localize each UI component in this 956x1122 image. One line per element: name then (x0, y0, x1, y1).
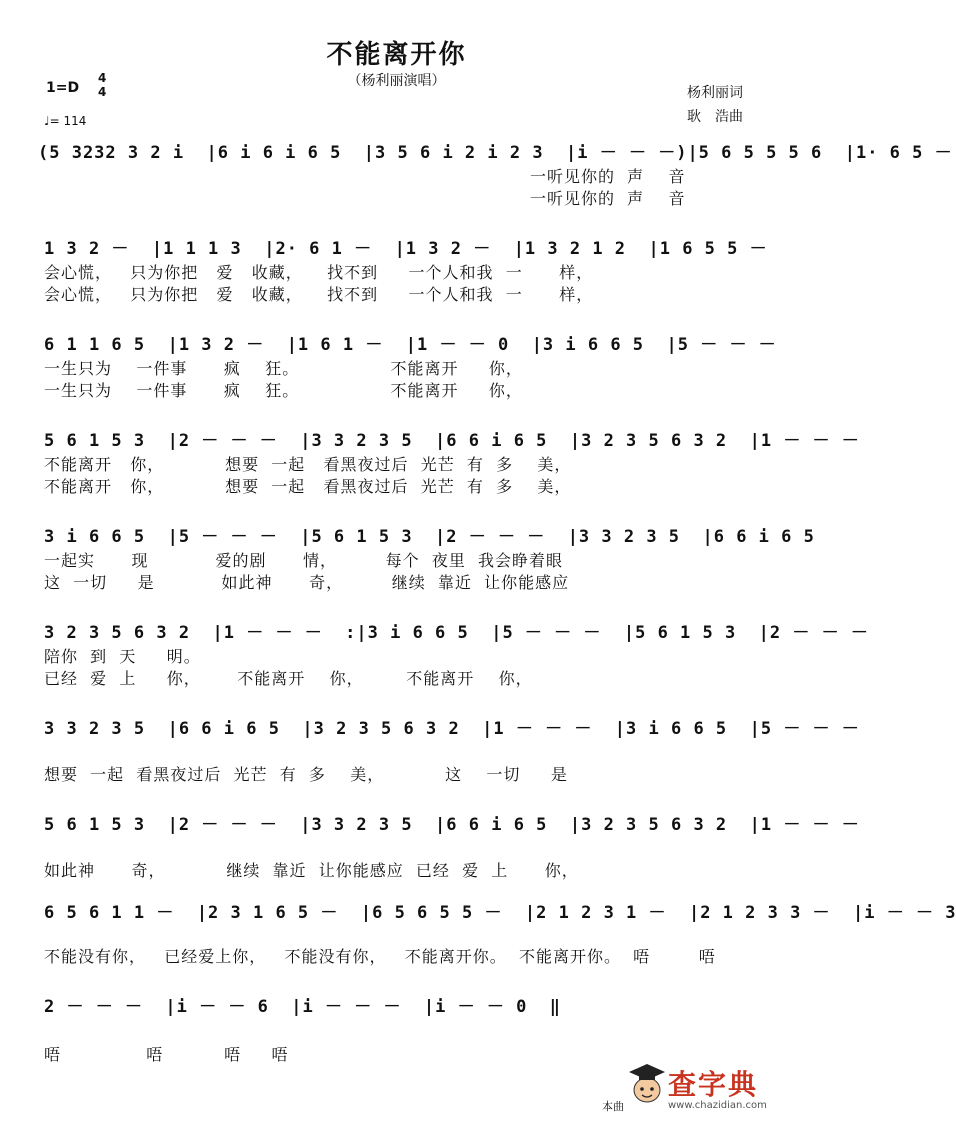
site-url: www.chazidian.com (668, 1100, 767, 1111)
lyric-line-1: 唔 唔 唔 唔 (44, 1045, 289, 1064)
lyric-line-1: 会心慌， 只为你把 爱 收藏， 找不到 一个人和我 一 样， (44, 263, 594, 282)
lyric-line-1: 想要 一起 看黑夜过后 光芒 有 多 美， 这 一切 是 (44, 765, 568, 784)
lyric-line-2: 一生只为 一件事 疯 狂。 不能离开 你， (44, 381, 523, 400)
singer-credit: （杨利丽演唱） (347, 73, 446, 89)
lyric-line-2: 会心慌， 只为你把 爱 收藏， 找不到 一个人和我 一 样， (44, 285, 594, 304)
notation-line: 3 2 3 5 6 3 2 |1 － － － :|3 i 6 6 5 |5 － － － |5 6 1 5 3 |2 － － － (44, 623, 869, 643)
lyric-line-1: 如此神 奇， 继续 靠近 让你能感应 已经 爱 上 你， (44, 861, 579, 880)
notation-line: 5 6 1 5 3 |2 － － － |3 3 2 3 5 |6 6 i 6 5 |3 2 3 5 6 3 2 |1 － － － (44, 815, 860, 835)
notation-line: 6 1 1 6 5 |1 3 2 － |1 6 1 － |1 － － 0 |3 i 6 6 5 |5 － － － (44, 335, 777, 355)
notation-line: 5 6 1 5 3 |2 － － － |3 3 2 3 5 |6 6 i 6 5 |3 2 3 5 6 3 2 |1 － － － (44, 431, 860, 451)
lyric-line-1: 一听见你的 声 音 (530, 167, 686, 186)
tempo-marking: ♩= 114 (44, 114, 87, 128)
lyric-line-2: 不能离开 你， 想要 一起 看黑夜过后 光芒 有 多 美， (44, 477, 572, 496)
lyric-line-1: 一起实 现 爱的剧 情， 每个 夜里 我会睁着眼 (44, 551, 564, 570)
footer-note: 本曲 (602, 1100, 624, 1113)
lyric-line-2: 这 一切 是 如此神 奇， 继续 靠近 让你能感应 (44, 573, 570, 592)
key-signature: 1=D (46, 80, 80, 96)
lyric-line-1: 一生只为 一件事 疯 狂。 不能离开 你， (44, 359, 523, 378)
notation-line: 2 － － － |i － － 6 |i － － － |i － － 0 ‖ (44, 997, 562, 1017)
meter-bottom: 4 (98, 85, 107, 99)
lyric-line-1: 不能离开 你， 想要 一起 看黑夜过后 光芒 有 多 美， (44, 455, 572, 474)
lyric-line-2: 已经 爱 上 你， 不能离开 你， 不能离开 你， (44, 669, 533, 688)
graduation-cap-icon (627, 1060, 667, 1104)
lyric-line-1: 陪你 到 天 明。 (44, 647, 201, 666)
time-signature (98, 71, 106, 99)
notation-line: 6 5 6 1 1 － |2 3 1 6 5 － |6 5 6 5 5 － |2 1 2 3 1 － |2 1 2 3 3 － |i － － 3 (44, 903, 956, 923)
site-logo: 查字典 (668, 1068, 759, 1101)
notation-line: (5 3232 3 2 i |6 i 6 i 6 5 |3 5 6 i 2 i 2 3 |i － － －)|5 6 5 5 5 6 |1· 6 5 － (38, 143, 953, 163)
composer-credit: 耿 浩曲 (687, 109, 743, 125)
meter-top: 4 (98, 71, 107, 85)
notation-line: 3 i 6 6 5 |5 － － － |5 6 1 5 3 |2 － － － |3 3 2 3 5 |6 6 i 6 5 (44, 527, 815, 547)
notation-line: 3 3 2 3 5 |6 6 i 6 5 |3 2 3 5 6 3 2 |1 － － － |3 i 6 6 5 |5 － － － (44, 719, 860, 739)
page-title: 不能离开你 (326, 40, 467, 70)
lyric-line-2: 一听见你的 声 音 (530, 189, 686, 208)
lyric-line-1: 不能没有你， 已经爱上你， 不能没有你， 不能离开你。 不能离开你。 唔 唔 (44, 947, 716, 966)
lyricist-credit: 杨利丽词 (687, 85, 743, 101)
notation-line: 1 3 2 － |1 1 1 3 |2· 6 1 － |1 3 2 － |1 3 2 1 2 |1 6 5 5 － (44, 239, 768, 259)
